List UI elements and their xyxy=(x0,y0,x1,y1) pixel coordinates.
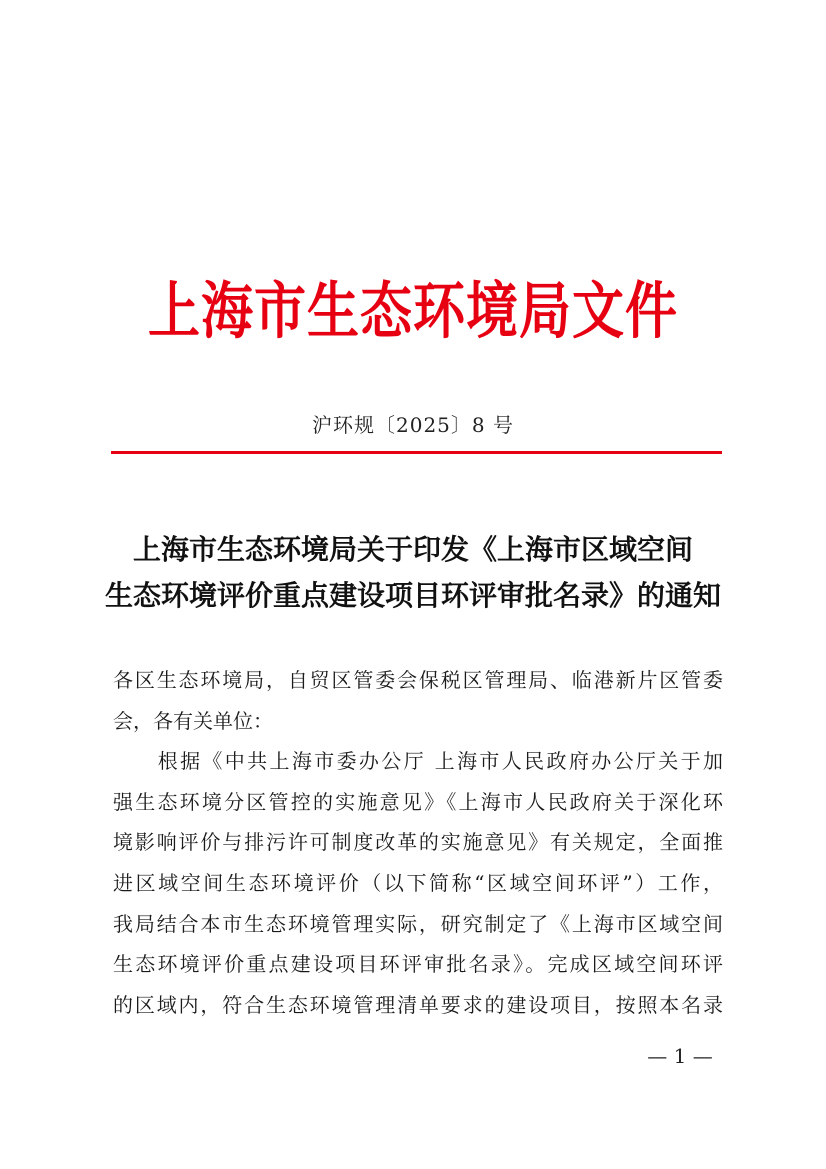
body-line-9: 的区域内，符合生态环境管理清单要求的建设项目，按照本名录 xyxy=(113,992,723,1017)
notice-title xyxy=(0,527,826,619)
body-line-8: 生态环境评价重点建设项目环评审批名录》。完成区域空间环评 xyxy=(113,952,723,977)
body-line-7: 我局结合本市生态环境管理实际，研究制定了《上海市区域空间 xyxy=(113,911,723,936)
title-line-1: 上海市生态环境局关于印发《上海市区域空间 xyxy=(132,533,693,566)
document-number: 沪环规〔2025〕8 号 xyxy=(312,413,514,437)
body-line-4: 强生态环境分区管控的实施意见》《上海市人民政府关于深化环 xyxy=(113,789,723,814)
title-line-2: 生态环境评价重点建设项目环评审批名录》的通知 xyxy=(104,579,721,612)
body-line-1: 各区生态环境局，自贸区管委会保税区管理局、临港新片区管委 xyxy=(113,668,723,692)
body-text xyxy=(113,660,723,1025)
body-line-6: 进区域空间生态环境评价（以下简称“区域空间环评”）工作， xyxy=(113,870,723,895)
page-number: — 1 — xyxy=(647,1044,713,1068)
red-divider-line xyxy=(111,451,722,454)
body-line-5: 境影响评价与排污许可制度改革的实施意见》有关规定，全面推 xyxy=(113,830,723,855)
body-line-2: 会，各有关单位： xyxy=(113,708,273,733)
body-line-3: 根据《中共上海市委办公厅 上海市人民政府办公厅关于加 xyxy=(113,749,723,774)
issuer-header: 上海市生态环境局文件 xyxy=(147,275,678,348)
